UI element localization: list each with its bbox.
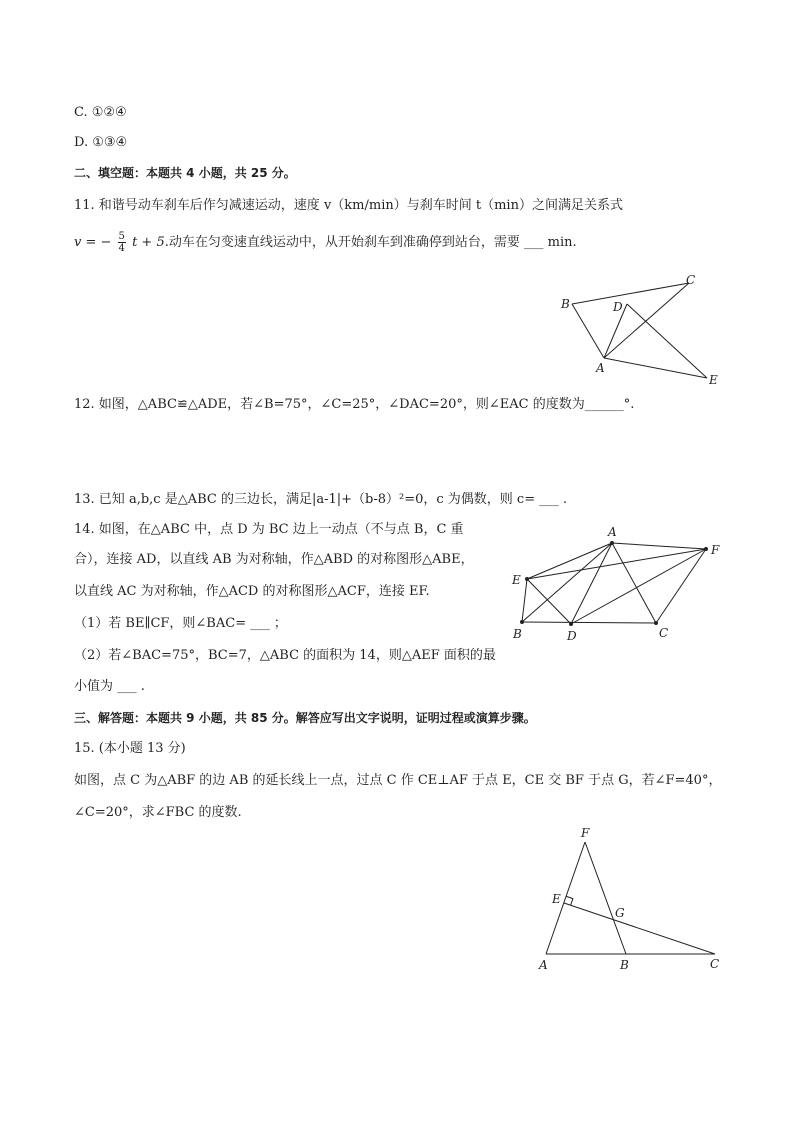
question-14-line-2: 合），连接 AD，以直线 AB 为对称轴，作△ABD 的对称图形△ABE，: [74, 552, 474, 567]
fig14-label-c: C: [659, 626, 669, 640]
section-2-heading: 二、填空题：本题共 4 小题，共 25 分。: [74, 166, 296, 180]
fig14-label-b: B: [513, 627, 522, 641]
fig12-label-c: C: [686, 273, 696, 287]
formula-suffix: t + 5: [132, 235, 165, 250]
fig15-label-g: G: [615, 906, 625, 920]
figure-q14: [506, 518, 736, 648]
figure-q12: [556, 270, 736, 390]
question-14-line-6: 小值为 ___ .: [74, 679, 145, 694]
section-3-heading: 三、解答题：本题共 9 小题，共 85 分。解答应写出文字说明，证明过程或演算步骤。: [74, 711, 536, 725]
fig12-label-b: B: [561, 297, 570, 311]
question-15-line-1: 如图，点 C 为△ABF 的边 AB 的延长线上一点，过点 C 作 CE⊥AF 于点 E，CE 交 BF 于点 G，若∠F=40°，: [74, 773, 722, 788]
question-14-line-5: （2）若∠BAC=75°，BC=7，△ABC 的面积为 14，则△AEF 面积的最: [74, 648, 496, 663]
question-15-title: 15. (本小题 13 分): [74, 741, 186, 756]
fig15-label-b: B: [620, 958, 629, 972]
fig12-label-e: E: [709, 373, 718, 387]
fig14-label-d: D: [567, 629, 577, 643]
fig12-label-d: D: [613, 300, 623, 314]
fig15-label-e: E: [552, 892, 561, 906]
question-15-line-2: ∠C=20°，求∠FBC 的度数.: [74, 805, 242, 820]
fig15-label-c: C: [710, 957, 720, 971]
formula-prefix: v = −: [74, 235, 112, 250]
question-13: 13. 已知 a,b,c 是△ABC 的三边长，满足|a-1|+（b-8）²=0，c 为偶数，则 c= ___ .: [74, 492, 567, 507]
question-14-line-4: （1）若 BE∥CF，则∠BAC= ___ ；: [74, 616, 287, 631]
question-14-line-3: 以直线 AC 为对称轴，作△ACD 的对称图形△ACF，连接 EF.: [74, 584, 430, 599]
fraction-denominator: 4: [118, 243, 125, 254]
fig12-label-a: A: [596, 361, 605, 375]
fig14-label-e: E: [512, 573, 521, 587]
question-11-line-1: 11. 和谐号动车刹车后作匀减速运动，速度 v（km/min）与刹车时间 t（min）之间满足关系式: [74, 198, 623, 213]
question-11-rest: .动车在匀变速直线运动中，从开始刹车到准确停到站台，需要 ___ min.: [164, 235, 577, 250]
fig15-label-a: A: [539, 958, 548, 972]
question-11-line-2: [74, 226, 577, 260]
question-14-line-1: 14. 如图，在△ABC 中，点 D 为 BC 边上一动点（不与点 B，C 重: [74, 522, 464, 537]
fig14-label-a: A: [608, 525, 617, 539]
fig14-label-f: F: [711, 543, 720, 557]
option-d: D. ①③④: [74, 135, 128, 150]
figure-q15: [530, 822, 730, 972]
formula-fraction: [118, 231, 126, 254]
fig15-label-f: F: [581, 826, 590, 840]
option-c: C. ①②④: [74, 105, 127, 120]
fraction-numerator: 5: [118, 231, 125, 242]
question-12: 12. 如图，△ABC≌△ADE，若∠B=75°，∠C=25°，∠DAC=20°，则∠EAC 的度数为______°.: [74, 397, 635, 412]
